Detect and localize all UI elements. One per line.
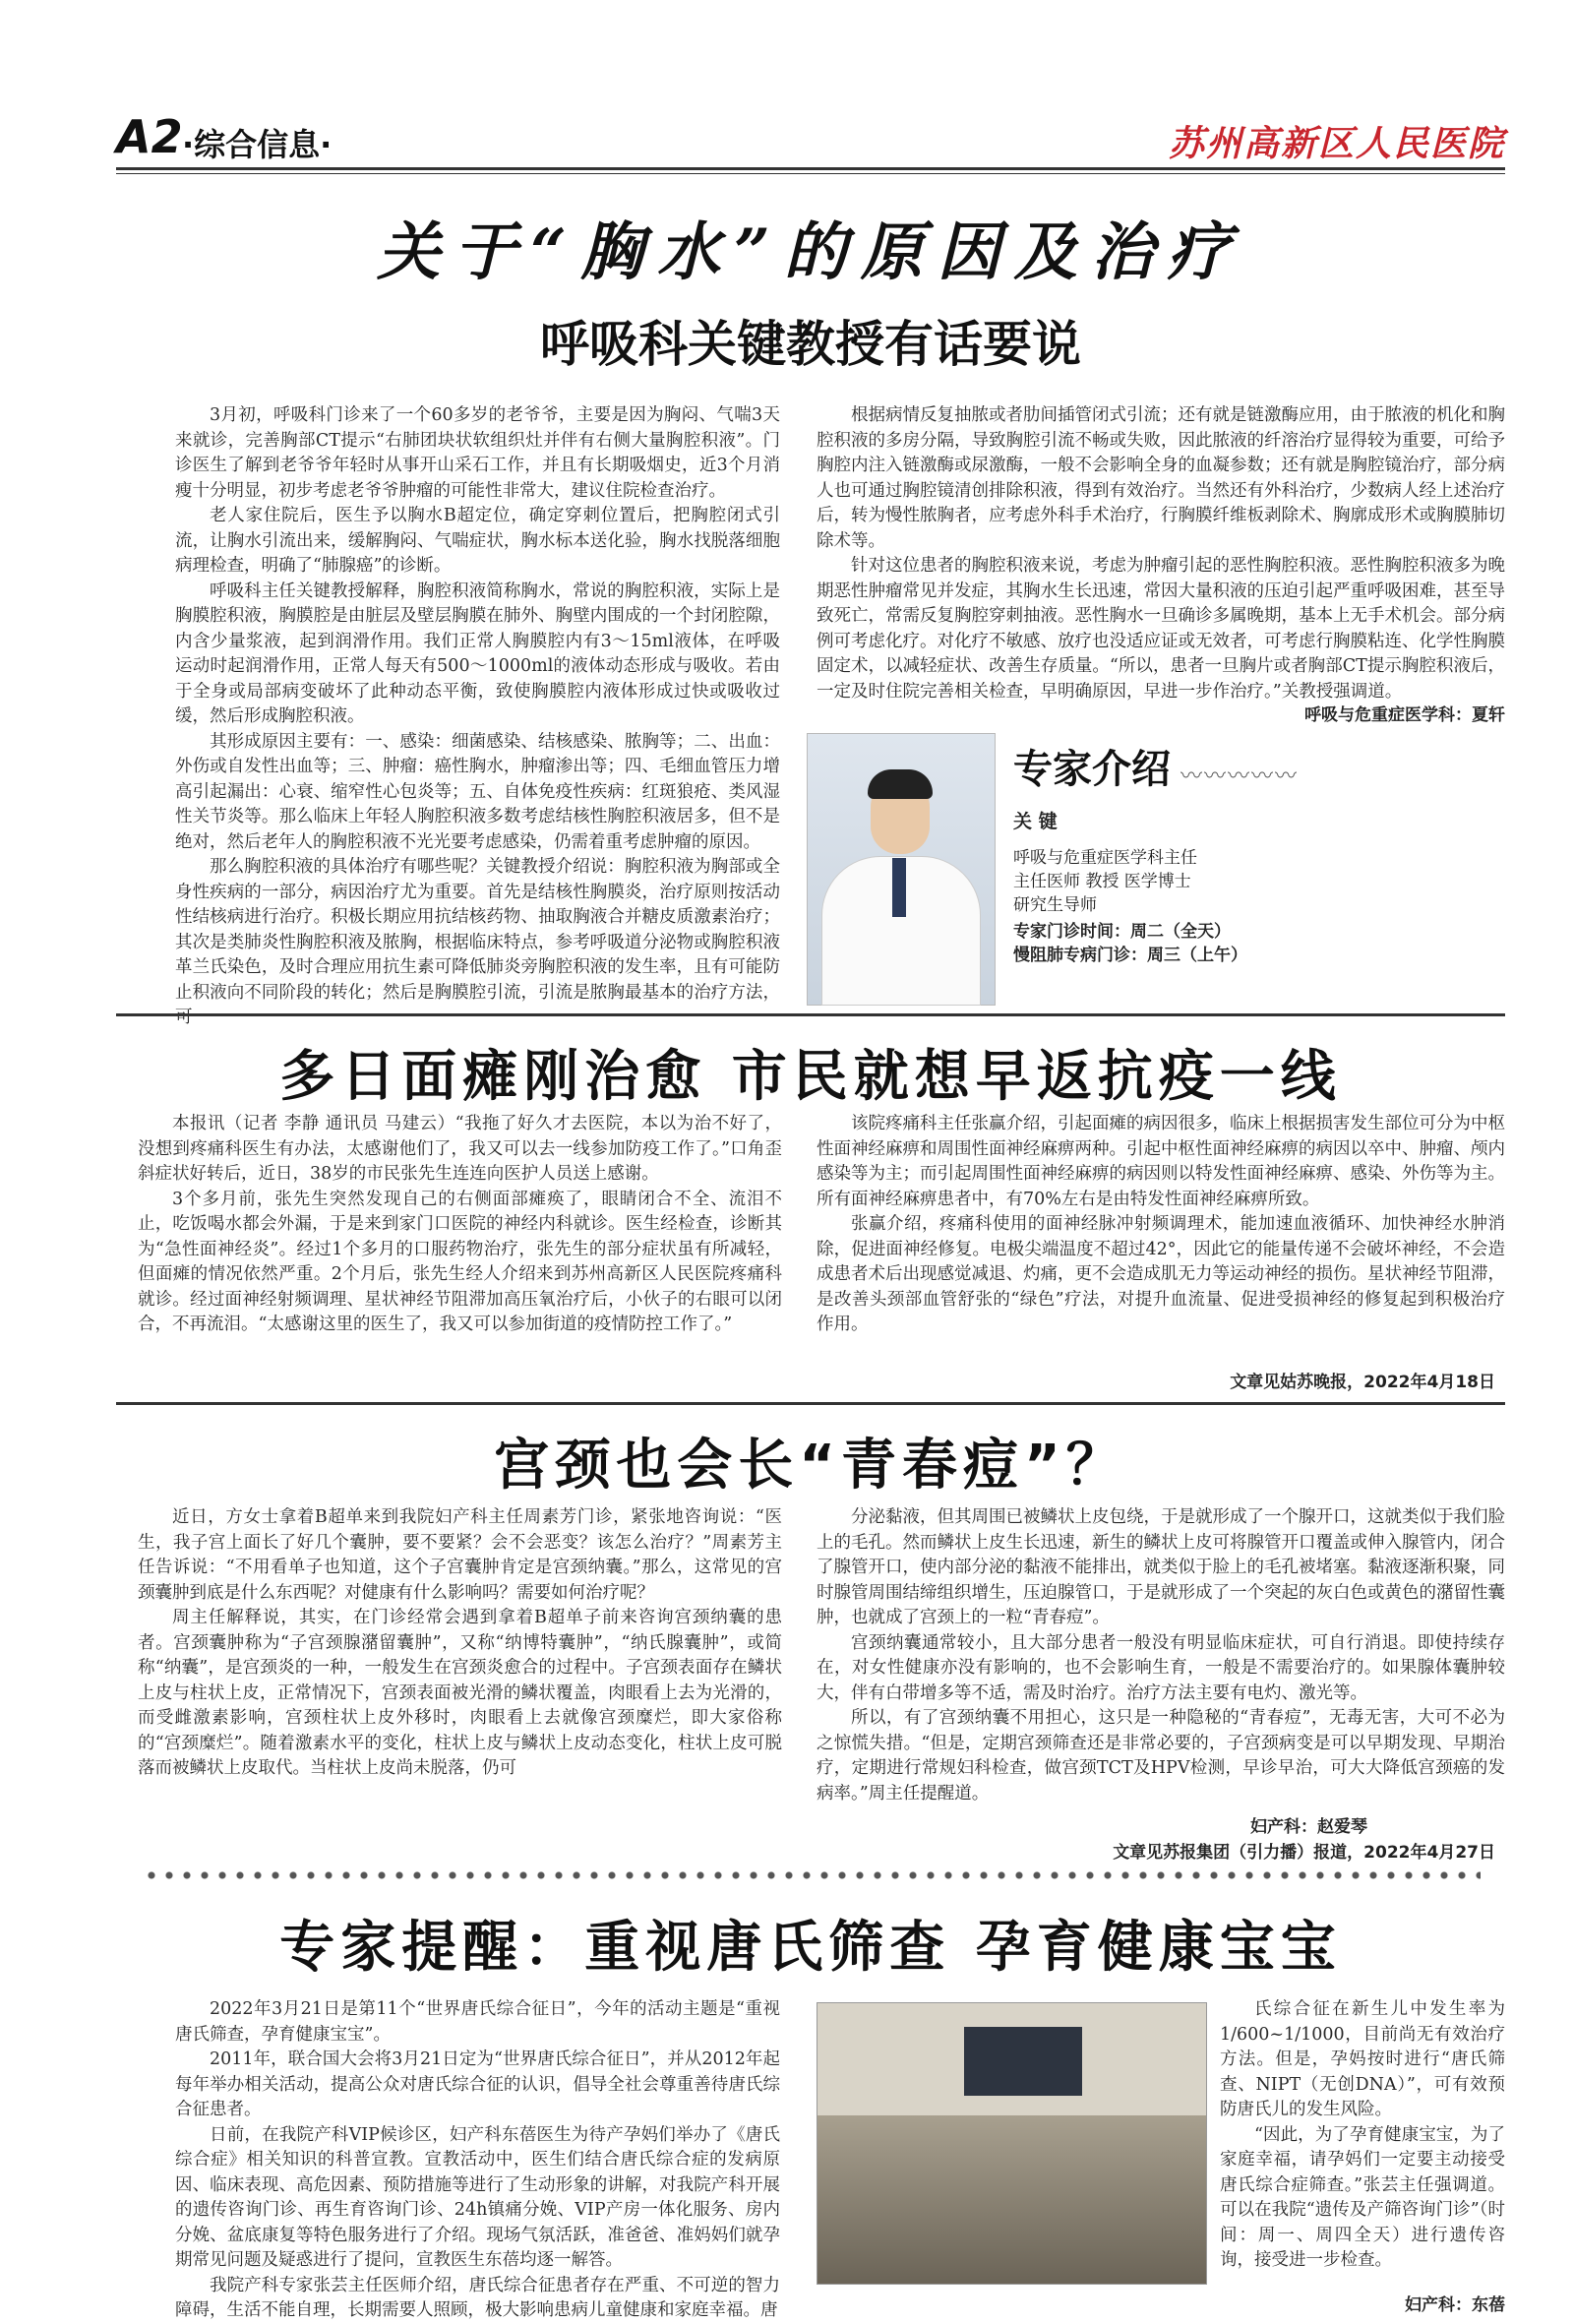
paragraph: 那么胸腔积液的具体治疗有哪些呢？关键教授介绍说：胸腔积液为胸部或全身性疾病的一部分，病因治疗尤为重要。首先是结核性胸膜炎，治疗原则按活动性结核病进行治疗。积极长期应用抗结核药物、抽取胸液合并糖皮质激素治疗；其次是类肺炎性胸腔积液及脓胸，根据临床特点，参考呼吸道分泌物或胸腔积液革兰氏染色，及时合理应用抗生素可降低肺炎旁胸腔积液的发生率，且有可能防止积液向不同阶段的转化；然后是胸膜腔引流，引流是脓胸最基本的治疗方法，可	[175, 857, 780, 1027]
clinic-hours	[1013, 920, 1247, 967]
hospital-masthead: 苏州高新区人民医院	[1168, 123, 1505, 164]
paragraph: 针对这位患者的胸腔积液来说，考虑为肿瘤引起的恶性胸腔积液。恶性胸腔积液多为晚期恶性肿瘤常见并发症，其胸水生长迅速，常因大量积液的压迫引起严重呼吸困难，甚至导致死亡，常需反复胸腔穿刺抽液。恶性胸水一旦确诊多属晚期，基本上无手术机会。部分病例可考虑化疗。对化疗不敏感、放疗也没适应证或无效者，可考虑行胸膜粘连、化学性胸膜固定术，以减轻症状、改善生存质量。“所以，患者一旦胸片或者胸部CT提示胸腔积液后，一定及时住院完善相关检查，早明确原因，早进一步作治疗。”关教授强调道。	[817, 556, 1505, 702]
article1-title: 关于“胸水”的原因及治疗	[377, 215, 1244, 289]
article3-byline: 文章见苏报集团（引力播）报道，2022年4月27日	[1113, 1843, 1495, 1863]
paragraph: 日前，在我院产科VIP候诊区，妇产科东蓓医生为待产孕妈们举办了《唐氏综合症》相关知识的科普宣教。宣教活动中，医生们结合唐氏综合症的发病原因、临床表现、高危因素、预防措施等进行了生动形象的讲解，对我院产科开展的遗传咨询门诊、再生育咨询门诊、24h镇痛分娩、VIP产房一体化服务、房内分娩、盆底康复等特色服务进行了介绍。现场气氛活跃，准爸爸、准妈妈们就孕期常见问题及疑惑进行了提问，宣教医生东蓓均逐一解答。	[175, 2124, 780, 2270]
section-divider	[116, 1013, 1505, 1016]
section-divider	[116, 1402, 1505, 1405]
paragraph: 该院疼痛科主任张赢介绍，引起面瘫的病因很多，临床上根据损害发生部位可分为中枢性面神经麻痹和周围性面神经麻痹两种。引起中枢性面神经麻痹的病因以卒中、肿瘤、颅内感染等为主；而引起周围性面神经麻痹的病因则以特发性面神经麻痹、感染、外伤等为主。所有面神经麻痹患者中，有70%左右是由特发性面神经麻痹所致。	[817, 1114, 1505, 1209]
expert-photo-tie	[892, 858, 906, 917]
clinic-hours-line: 专家门诊时间：周二（全天）	[1013, 922, 1231, 942]
paragraph: 宫颈纳囊通常较小，且大部分患者一般没有明显临床症状，可自行消退。即使持续存在，对女性健康亦没有影响的，也不会影响生育，一般是不需要治疗的。如果腺体囊肿较大，伴有白带增多等不适，需及时治疗。治疗方法主要有电灼、激光等。	[817, 1632, 1505, 1703]
article3-title: 宫颈也会长“青春痘”？	[494, 1434, 1127, 1498]
article3-author: 妇产科：赵爱琴	[1250, 1817, 1367, 1837]
article1-left-column	[175, 403, 780, 1031]
paragraph: 3个多月前，张先生突然发现自己的右侧面部瘫痪了，眼睛闭合不全、流泪不止，吃饭喝水都会外漏，于是来到家门口医院的神经内科就诊。医生经检查，诊断其为“急性面神经炎”。经过1个多月的口服药物治疗，张先生的部分症状虽有所减轻，但面瘫的情况依然严重。2个月后，张先生经人介绍来到苏州高新区人民医院疼痛科就诊。经过面神经射频调理、星状神经节阻滞加高压氧治疗后，小伙子的右眼可以闭合，不再流泪。“太感谢这里的医生了，我又可以参加街道的疫情防控工作了。”	[138, 1189, 782, 1334]
header-rule-thin	[116, 173, 1505, 174]
expert-heading: 专家介绍	[1013, 747, 1171, 792]
article2-title: 多日面瘫刚治愈 市民就想早返抗疫一线	[279, 1045, 1342, 1109]
credential-line: 呼吸与危重症医学科主任	[1013, 848, 1197, 868]
paragraph: 根据病情反复抽脓或者肋间插管闭式引流；还有就是链激酶应用，由于脓液的机化和胸腔积液的多房分隔，导致胸腔引流不畅或失败，因此脓液的纤溶治疗显得较为重要，可给予胸腔内注入链激酶或尿激酶，一般不会影响全身的血凝参数；还有就是胸腔镜治疗，部分病人也可通过胸腔镜清创排除积液，得到有效治疗。当然还有外科治疗，少数病人经上述治疗后，转为慢性脓胸者，应考虑外科手术治疗，行胸膜纤维板剥除术、胸廓成形术或胸膜肺切除术等。	[817, 405, 1505, 551]
article4-left-column	[175, 1997, 780, 2324]
page-number: A2	[116, 110, 183, 163]
header-rule	[116, 167, 1505, 170]
paragraph: 张赢介绍，疼痛科使用的面神经脉冲射频调理术，能加速血液循环、加快神经水肿消除，促进面神经修复。电极尖端温度不超过42°，因此它的能量传递不会破坏神经，不会造成患者术后出现感觉减退、灼痛，更不会造成肌无力等运动神经的损伤。星状神经节阻滞，是改善头颈部血管舒张的“绿色”疗法，对提升血流量、促进受损神经的修复起到积极治疗作用。	[817, 1214, 1505, 1334]
article3-left-column	[138, 1505, 782, 1782]
article4-right-column	[1220, 1997, 1505, 2274]
paragraph: 呼吸科主任关键教授解释，胸腔积液简称胸水，常说的胸腔积液，实际上是胸膜腔积液，胸膜腔是由脏层及壁层胸膜在肺外、胸壁内围成的一个封闭腔隙，内含少量浆液，起到润滑作用。我们正常人胸膜腔内有3～15ml液体，在呼吸运动时起润滑作用，正常人每天有500～1000ml的液体动态形成与吸收。若由于全身或局部病变破坏了此种动态平衡，致使胸膜腔内液体形成过快或吸收过缓，然后形成胸腔积液。	[175, 581, 780, 726]
article4-byline: 妇产科：东蓓	[1405, 2295, 1505, 2315]
article3-right-column	[817, 1505, 1505, 1806]
dotted-divider	[143, 1869, 1481, 1881]
expert-name: 关 键	[1013, 811, 1058, 832]
clinic-hours-line: 慢阻肺专病门诊：周三（上午）	[1013, 946, 1247, 965]
credential-line: 研究生导师	[1013, 895, 1097, 915]
credential-line: 主任医师 教授 医学博士	[1013, 872, 1191, 891]
paragraph: “因此，为了孕育健康宝宝，为了家庭幸福，请孕妈们一定要主动接受唐氏综合症筛查。”张芸主任强调道。可以在我院“遗传及产筛咨询门诊”（时间：周一、周四全天）进行遗传咨询，接受进一步检查。	[1220, 2124, 1505, 2270]
paragraph: 氏综合征在新生儿中发生率为1/600~1/1000，目前尚无有效治疗方法。但是，孕妈按时进行“唐氏筛查、NIPT（无创DNA）”，可有效预防唐氏儿的发生风险。	[1220, 1999, 1505, 2119]
article1-right-column	[817, 403, 1505, 704]
paragraph: 3月初，呼吸科门诊来了一个60多岁的老爷爷，主要是因为胸闷、气喘3天来就诊，完善胸部CT提示“右肺团块状软组织灶并伴有右侧大量胸腔积液”。门诊医生了解到老爷爷年轻时从事开山采石工作，并且有长期吸烟史，近3个月消瘦十分明显，初步考虑老爷爷肿瘤的可能性非常大，建议住院检查治疗。	[175, 405, 780, 501]
paragraph: 近日，方女士拿着B超单来到我院妇产科主任周素芳门诊，紧张地咨询说：“医生，我子宫上面长了好几个囊肿，要不要紧？会不会恶变？该怎么治疗？”周素芳主任告诉说：“不用看单子也知道，这个子宫囊肿肯定是宫颈纳囊。”那么，这常见的宫颈囊肿到底是什么东西呢？对健康有什么影响吗？需要如何治疗呢？	[138, 1507, 782, 1603]
paragraph: 分泌黏液，但其周围已被鳞状上皮包绕，于是就形成了一个腺开口，这就类似于我们脸上的毛孔。然而鳞状上皮生长迅速，新生的鳞状上皮可将腺管开口覆盖或伸入腺管内，闭合了腺管开口，使内部分泌的黏液不能排出，就类似于脸上的毛孔被堵塞。黏液逐渐积聚，同时腺管周围结缔组织增生，压迫腺管口，于是就形成了一个突起的灰白色或黄色的潴留性囊肿，也就成了宫颈上的一粒“青春痘”。	[817, 1507, 1505, 1627]
paragraph: 本报讯（记者 李静 通讯员 马建云）“我拖了好久才去医院，本以为治不好了，没想到疼痛科医生有办法，太感谢他们了，我又可以去一线参加防疫工作了。”口角歪斜症状好转后，近日，38岁的市民张先生连连向医护人员送上感谢。	[138, 1114, 782, 1184]
paragraph: 老人家住院后，医生予以胸水B超定位，确定穿刺位置后，把胸腔闭式引流，让胸水引流出来，缓解胸闷、气喘症状，胸水标本送化验，胸水找脱落细胞病理检查，明确了“肺腺癌”的诊断。	[175, 506, 780, 576]
event-photo-screen	[964, 2027, 1082, 2096]
article2-right-column	[817, 1112, 1505, 1338]
paragraph: 其形成原因主要有：一、感染：细菌感染、结核感染、脓胸等；二、出血：外伤或自发性出血等；三、肿瘤：癌性胸水，肿瘤渗出等；四、毛细血管压力增高引起漏出：心衰、缩窄性心包炎等；五、自体免疫性疾病：红斑狼疮、类风湿性关节炎等。那么临床上年轻人胸腔积液多数考虑结核性胸腔积液居多，但不是绝对，然后老年人的胸腔积液不光光要考虑感染，仍需着重考虑肿瘤的原因。	[175, 731, 780, 852]
paragraph: 所以，有了宫颈纳囊不用担心，这只是一种隐秘的“青春痘”，无毒无害，大可不必为之惊慌失措。“但是，定期宫颈筛查还是非常必要的，子宫颈病变是可以早期发现、早期治疗，定期进行常规妇科检查，做宫颈TCT及HPV检测，早诊早治，可大大降低宫颈癌的发病率。”周主任提醒道。	[817, 1708, 1505, 1804]
expert-credentials	[1013, 846, 1197, 917]
article4-title: 专家提醒：重视唐氏筛查 孕育健康宝宝	[279, 1915, 1342, 1980]
paragraph: 2011年，联合国大会将3月21日定为“世界唐氏综合征日”，并从2012年起每年举办相关活动，提高公众对唐氏综合征的认识，倡导全社会尊重善待唐氏综合征患者。	[175, 2049, 780, 2119]
paragraph: 周主任解释说，其实，在门诊经常会遇到拿着B超单子前来咨询宫颈纳囊的患者。宫颈囊肿称为“子宫颈腺潴留囊肿”，又称“纳博特囊肿”，“纳氏腺囊肿”，或简称“纳囊”，是宫颈炎的一种，一般发生在宫颈炎愈合的过程中。子宫颈表面存在鳞状上皮与柱状上皮，正常情况下，宫颈表面被光滑的鳞状覆盖，肉眼看上去为光滑的，而受雌激素影响，宫颈柱状上皮外移时，肉眼看上去就像宫颈糜烂，即大家俗称的“宫颈糜烂”。随着激素水平的变化，柱状上皮与鳞状上皮动态变化，柱状上皮可脱落而被鳞状上皮取代。当柱状上皮尚未脱落，仍可	[138, 1608, 782, 1778]
article1-subtitle: 呼吸科关键教授有话要说	[540, 316, 1081, 373]
paragraph: 我院产科专家张芸主任医师介绍，唐氏综合征患者存在严重、不可逆的智力障碍，生活不能自理，长期需要人照顾，极大影响患病儿童健康和家庭幸福。唐	[175, 2275, 780, 2320]
expert-photo-hair	[868, 769, 933, 799]
article2-byline: 文章见姑苏晚报，2022年4月18日	[1230, 1373, 1495, 1392]
paragraph: 2022年3月21日是第11个“世界唐氏综合征日”，今年的活动主题是“重视唐氏筛查，孕育健康宝宝”。	[175, 1999, 780, 2045]
decorative-wave-icon: 〰〰〰〰〰	[1180, 764, 1300, 789]
section-name: ·综合信息·	[182, 126, 333, 163]
article1-byline: 呼吸与危重症医学科：夏轩	[1304, 705, 1505, 725]
article2-left-column	[138, 1112, 782, 1338]
